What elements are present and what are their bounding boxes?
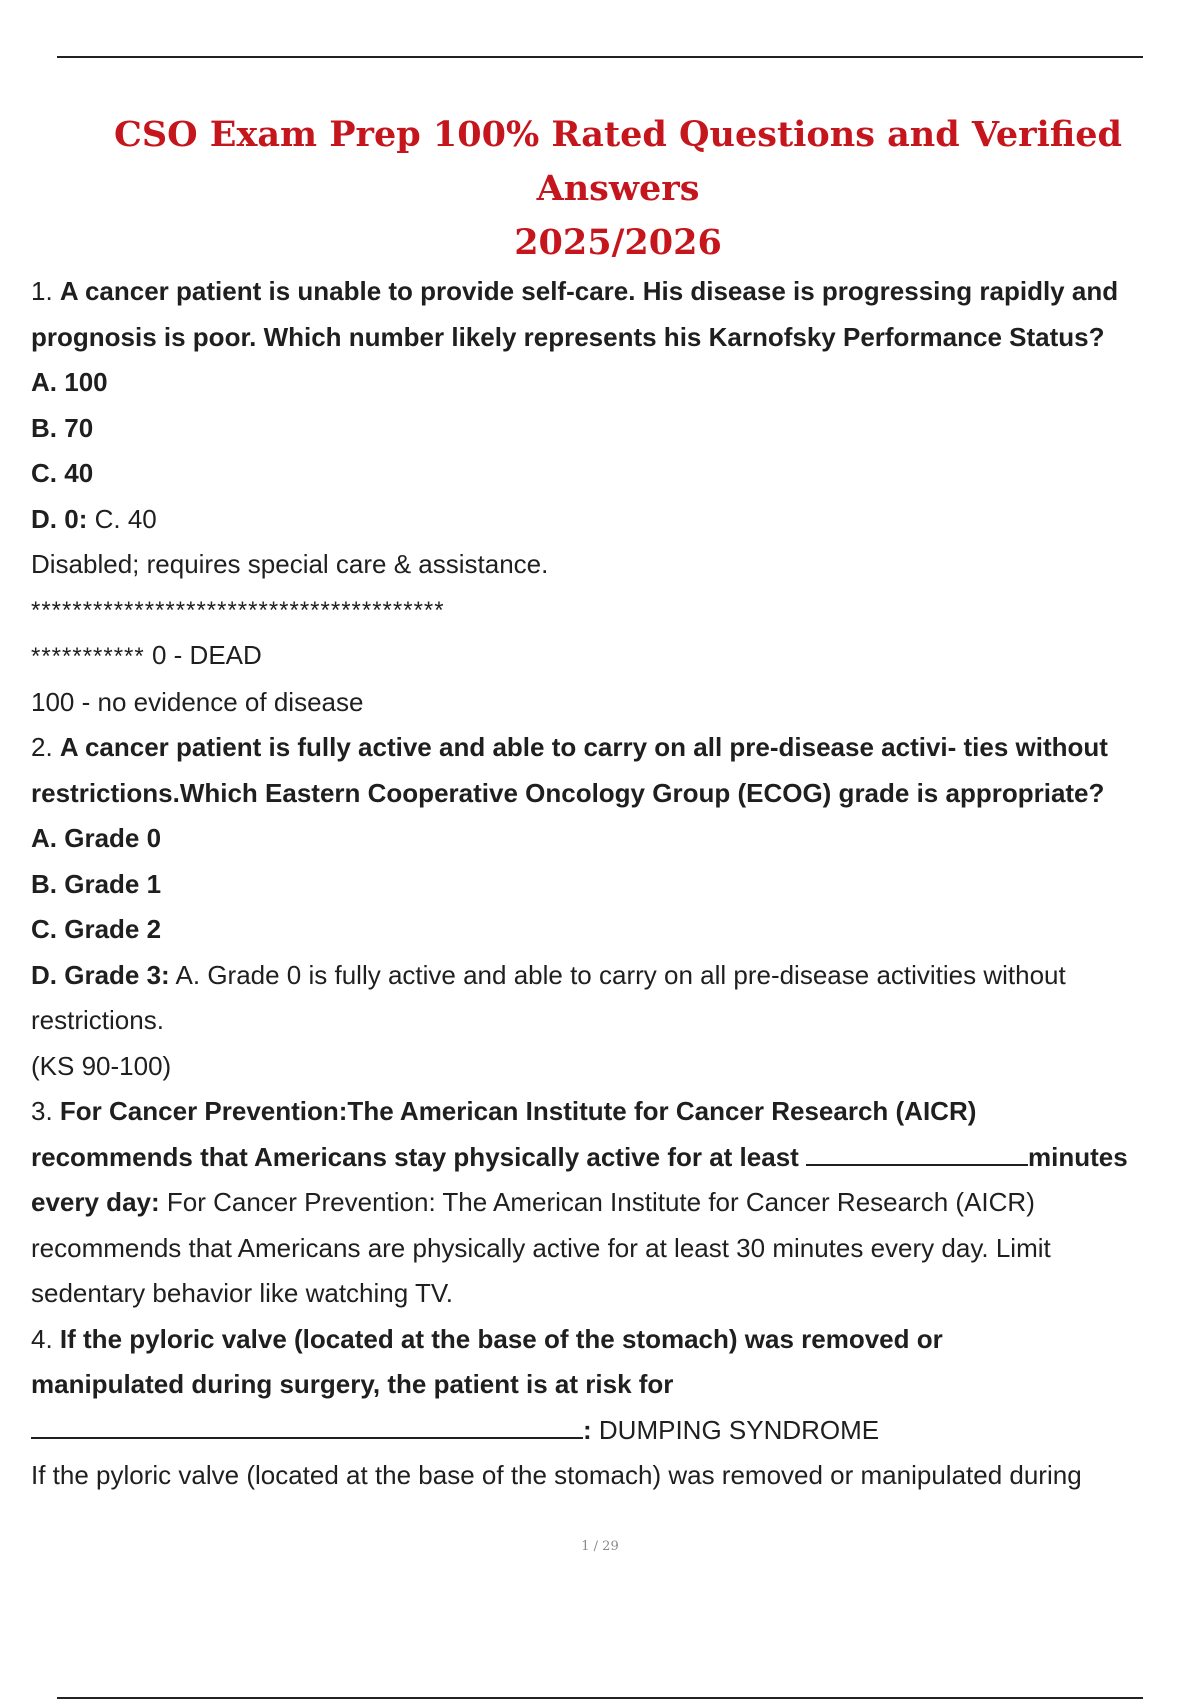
title-line-2: 2025/2026: [514, 222, 722, 263]
q4-explanation-1: If the pyloric valve (located at the base of the stomach) was removed or manipulated during: [31, 1460, 1082, 1490]
q1-option-b: B. 70: [31, 412, 94, 443]
q4-answer-line: : DUMPING SYNDROME: [31, 1408, 1200, 1454]
q2-answer-line-2: restrictions.: [31, 1005, 164, 1035]
q3-question-line-2: recommends that Americans stay physically active for at least minutes: [31, 1141, 1128, 1172]
q4-question-line-2: manipulated during surgery, the patient is at risk for: [31, 1369, 674, 1399]
q2-option-a: A. Grade 0: [31, 823, 162, 853]
q4-answer: DUMPING SYNDROME: [598, 1414, 880, 1445]
q1-option-c: C. 40: [31, 458, 94, 488]
document-title: [40, 108, 1196, 270]
q3-question-line-1: [31, 1089, 1200, 1135]
q4-question-text-1: If the pyloric valve (located at the base of the stomach) was removed or: [59, 1323, 943, 1354]
q1-option-a: A. 100: [31, 367, 108, 397]
q2-option-d: D. Grade 3: A. Grade 0 is fully active and able to carry on all pre-disease activities without: [31, 959, 1066, 990]
q3-answer: For Cancer Prevention: The American Institute for Cancer Research (AICR): [166, 1187, 1035, 1217]
q2-answer-line-3: (KS 90-100): [31, 1050, 172, 1081]
q1-question-text-1: A cancer patient is unable to provide self-care. His disease is progressing rapidly and: [59, 276, 1119, 306]
document-body: [31, 269, 1200, 1499]
page-number: 1 / 29: [581, 1539, 619, 1554]
title-line-1: CSO Exam Prep 100% Rated Questions and Verified Answers: [113, 114, 1123, 209]
q1-explanation-1: Disabled; requires special care & assistance.: [31, 549, 549, 579]
q1-explanation-2: *********** 0 - DEAD: [31, 640, 262, 670]
q3-fill-blank: [806, 1140, 1028, 1166]
q4-question-line-1: [31, 1317, 1200, 1363]
q1-option-d: D. 0: C. 40: [31, 503, 157, 534]
q2-number: 2.: [31, 732, 53, 762]
q3-question-line-3: every day: For Cancer Prevention: The American Institute for Cancer Research (AICR): [31, 1187, 1035, 1217]
q1-stars-1: ****************************************: [31, 596, 445, 624]
q2-option-b: B. Grade 1: [31, 868, 162, 899]
q2-question-text-1: A cancer patient is fully active and able to carry on all pre-disease activi- ties without: [59, 732, 1108, 762]
q2-answer: A. Grade 0 is fully active and able to carry on all pre-disease activities without: [175, 959, 1066, 990]
q1-question-line-2: prognosis is poor. Which number likely represents his Karnofsky Performance Status?: [31, 321, 1105, 352]
q2-question-line-1: [31, 725, 1200, 771]
q2-option-c: C. Grade 2: [31, 914, 162, 944]
q1-number: 1.: [31, 276, 53, 306]
q1-explanation-3: 100 - no evidence of disease: [31, 686, 364, 717]
q1-question-line-1: [31, 269, 1200, 315]
q3-answer-line-3: sedentary behavior like watching TV.: [31, 1278, 454, 1308]
q4-number: 4.: [31, 1323, 53, 1354]
q4-fill-blank: [31, 1413, 583, 1439]
q3-question-text-1: For Cancer Prevention:The American Institute for Cancer Research (AICR): [59, 1096, 977, 1126]
q1-answer: C. 40: [94, 503, 157, 534]
top-rule: [57, 56, 1143, 58]
q3-answer-line-2: recommends that Americans are physically active for at least 30 minutes every day. Limit: [31, 1232, 1051, 1263]
q1-stars-2: ***********: [31, 643, 145, 670]
q3-number: 3.: [31, 1096, 53, 1126]
q2-question-line-2: restrictions.Which Eastern Cooperative Oncology Group (ECOG) grade is appropriate?: [31, 777, 1105, 808]
bottom-rule: [57, 1697, 1143, 1699]
